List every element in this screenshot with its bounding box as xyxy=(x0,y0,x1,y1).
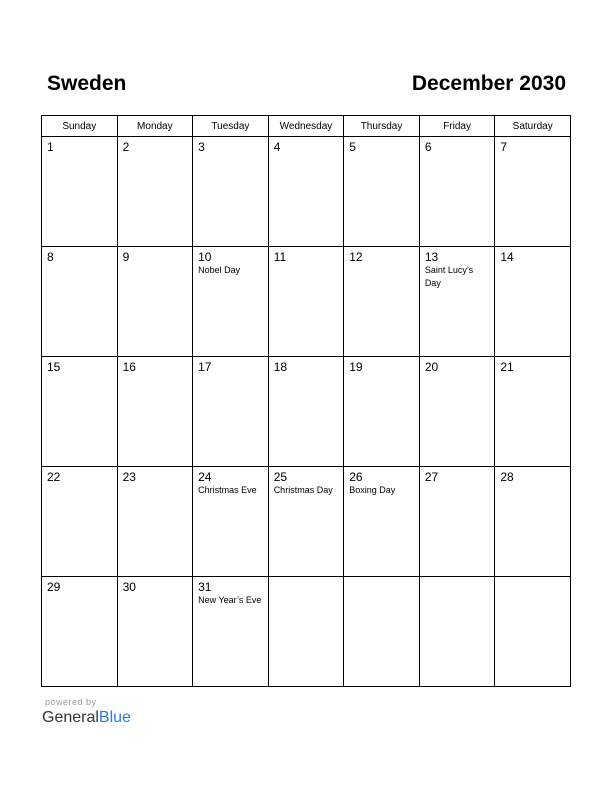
day-number: 12 xyxy=(349,250,363,264)
month-year-title: December 2030 xyxy=(411,72,566,95)
day-cell xyxy=(193,357,269,467)
day-cell xyxy=(419,247,495,357)
day-number: 26 xyxy=(349,470,363,484)
week-row xyxy=(42,137,571,247)
day-cell xyxy=(117,357,193,467)
brand-general-text: General xyxy=(42,709,99,726)
day-number: 30 xyxy=(122,580,136,594)
day-cell xyxy=(193,247,269,357)
holiday-label: Boxing Day xyxy=(349,485,396,495)
day-cell xyxy=(193,467,269,577)
calendar-body xyxy=(42,137,571,687)
weekday-header: Sunday xyxy=(42,116,118,137)
day-number: 28 xyxy=(500,470,514,484)
day-cell xyxy=(344,577,420,687)
day-cell xyxy=(117,247,193,357)
week-row xyxy=(42,577,571,687)
day-number: 8 xyxy=(47,250,54,264)
generalblue-logo xyxy=(42,708,131,728)
day-cell xyxy=(117,467,193,577)
day-number: 27 xyxy=(424,470,439,484)
day-number: 10 xyxy=(198,250,212,264)
day-cell xyxy=(117,577,193,687)
weekday-header: Friday xyxy=(419,116,495,137)
day-cell xyxy=(42,137,118,247)
weekday-header: Saturday xyxy=(495,116,571,137)
day-cell xyxy=(419,577,495,687)
week-row xyxy=(42,247,571,357)
day-number: 23 xyxy=(122,470,136,484)
day-number: 14 xyxy=(500,250,514,264)
day-number: 31 xyxy=(198,580,212,594)
day-cell xyxy=(495,357,571,467)
day-cell xyxy=(42,247,118,357)
weekday-header-row xyxy=(42,116,571,137)
day-cell xyxy=(419,357,495,467)
weekday-header: Tuesday xyxy=(193,116,269,137)
weekday-header: Wednesday xyxy=(268,116,344,137)
holiday-label: Christmas Eve xyxy=(198,485,257,495)
day-cell xyxy=(42,467,118,577)
country-title: Sweden xyxy=(47,72,127,95)
day-number: 24 xyxy=(198,470,212,484)
brand-blue-text: Blue xyxy=(98,709,131,726)
day-number: 2 xyxy=(122,140,130,154)
weekday-header: Monday xyxy=(117,116,193,137)
day-number: 25 xyxy=(273,470,288,484)
day-cell xyxy=(495,577,571,687)
day-number: 5 xyxy=(349,140,356,154)
holiday-label: Christmas Day xyxy=(273,485,333,495)
day-number: 21 xyxy=(500,360,514,374)
day-cell xyxy=(344,467,420,577)
day-cell xyxy=(419,137,495,247)
day-cell xyxy=(42,357,118,467)
day-number: 29 xyxy=(47,580,61,594)
day-number: 16 xyxy=(122,360,136,374)
day-number: 1 xyxy=(47,140,54,154)
day-number: 13 xyxy=(424,250,439,264)
holiday-label: New Year’s Eve xyxy=(198,595,262,605)
day-number: 9 xyxy=(122,250,130,264)
day-number: 7 xyxy=(500,140,508,154)
day-cell xyxy=(419,467,495,577)
day-number: 22 xyxy=(47,470,61,484)
day-cell xyxy=(344,357,420,467)
day-cell xyxy=(268,577,344,687)
holiday-label: Nobel Day xyxy=(198,265,241,275)
day-number: 4 xyxy=(273,140,281,154)
day-cell xyxy=(268,357,344,467)
day-number: 18 xyxy=(273,360,288,374)
day-number: 19 xyxy=(349,360,363,374)
day-cell xyxy=(495,137,571,247)
calendar-grid xyxy=(41,115,571,687)
weekday-header: Thursday xyxy=(344,116,420,137)
day-cell xyxy=(268,137,344,247)
day-number: 15 xyxy=(47,360,61,374)
day-number: 3 xyxy=(198,140,205,154)
day-cell xyxy=(268,467,344,577)
powered-by-label: powered by xyxy=(45,697,97,707)
day-cell xyxy=(42,577,118,687)
day-cell xyxy=(495,467,571,577)
day-cell xyxy=(193,577,269,687)
day-cell xyxy=(344,247,420,357)
day-number: 17 xyxy=(198,360,212,374)
day-number: 11 xyxy=(273,250,287,264)
day-number: 20 xyxy=(424,360,439,374)
day-number: 6 xyxy=(424,140,432,154)
day-cell xyxy=(344,137,420,247)
day-cell xyxy=(268,247,344,357)
week-row xyxy=(42,357,571,467)
day-cell xyxy=(117,137,193,247)
holiday-label: Saint Lucy’s Day xyxy=(424,265,474,288)
day-cell xyxy=(193,137,269,247)
week-row xyxy=(42,467,571,577)
day-cell xyxy=(495,247,571,357)
